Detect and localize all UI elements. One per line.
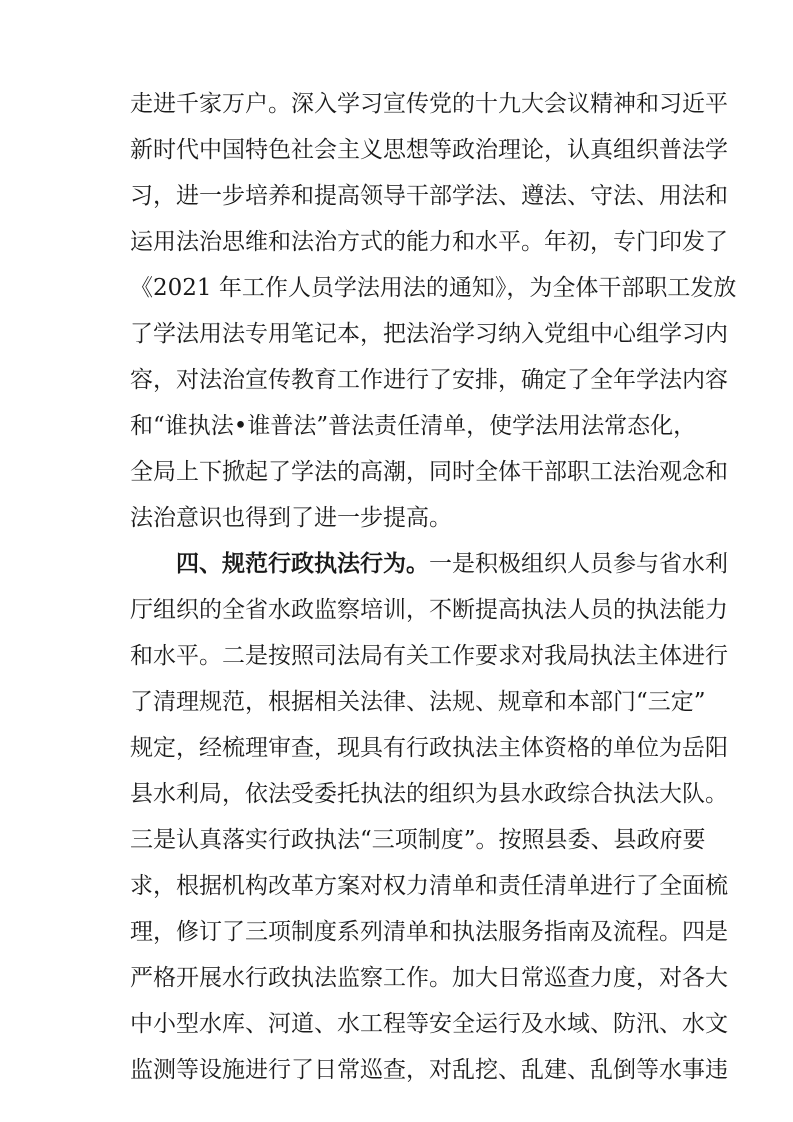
paragraph-line: 了清理规范，根据相关法律、法规、规章和本部门“三定” xyxy=(130,689,706,715)
paragraph-line: 规定，经梳理审查，现具有行政执法主体资格的单位为岳阳 xyxy=(130,735,728,761)
paragraph-line: 和“谁执法•谁普法”普法责任清单，使学法用法常态化， xyxy=(130,413,697,439)
paragraph-line: 《2021 年工作人员学法用法的通知》，为全体干部职工发放 xyxy=(130,275,737,301)
paragraph-line: 和水平。二是按照司法局有关工作要求对我局执法主体进行 xyxy=(130,643,728,669)
paragraph-line: 法治意识也得到了进一步提高。 xyxy=(130,505,452,531)
paragraph-line: 理，修订了三项制度系列清单和执法服务指南及流程。四是 xyxy=(130,919,728,945)
paragraph-line: 严格开展水行政执法监察工作。加大日常巡查力度，对各大 xyxy=(130,965,728,991)
paragraph-line: 厅组织的全省水政监察培训，不断提高执法人员的执法能力 xyxy=(130,597,728,623)
paragraph-line: 了学法用法专用笔记本，把法治学习纳入党组中心组学习内 xyxy=(130,321,728,347)
paragraph-line: 运用法治思维和法治方式的能力和水平。年初，专门印发了 xyxy=(130,229,728,255)
paragraph-text: 一是积极组织人员参与省水利 xyxy=(429,551,728,577)
paragraph-line: 走进千家万户。深入学习宣传党的十九大会议精神和习近平 xyxy=(130,91,728,117)
paragraph-line: 三是认真落实行政执法“三项制度”。按照县委、县政府要 xyxy=(130,827,706,853)
paragraph-line: 监测等设施进行了日常巡查，对乱挖、乱建、乱倒等水事违 xyxy=(130,1057,728,1083)
paragraph-line: 容，对法治宣传教育工作进行了安排，确定了全年学法内容 xyxy=(130,367,728,393)
section-heading-line xyxy=(176,544,728,584)
paragraph-line: 新时代中国特色社会主义思想等政治理论，认真组织普法学 xyxy=(130,137,728,163)
paragraph-line: 县水利局，依法受委托执法的组织为县水政综合执法大队。 xyxy=(130,781,728,807)
paragraph-line: 习，进一步培养和提高领导干部学法、遵法、守法、用法和 xyxy=(130,183,728,209)
paragraph-line: 中小型水库、河道、水工程等安全运行及水域、防汛、水文 xyxy=(130,1011,728,1037)
section-heading: 四、规范行政执法行为。 xyxy=(176,550,429,577)
paragraph-line: 全局上下掀起了学法的高潮，同时全体干部职工法治观念和 xyxy=(130,459,728,485)
paragraph-line: 求，根据机构改革方案对权力清单和责任清单进行了全面梳 xyxy=(130,873,728,899)
